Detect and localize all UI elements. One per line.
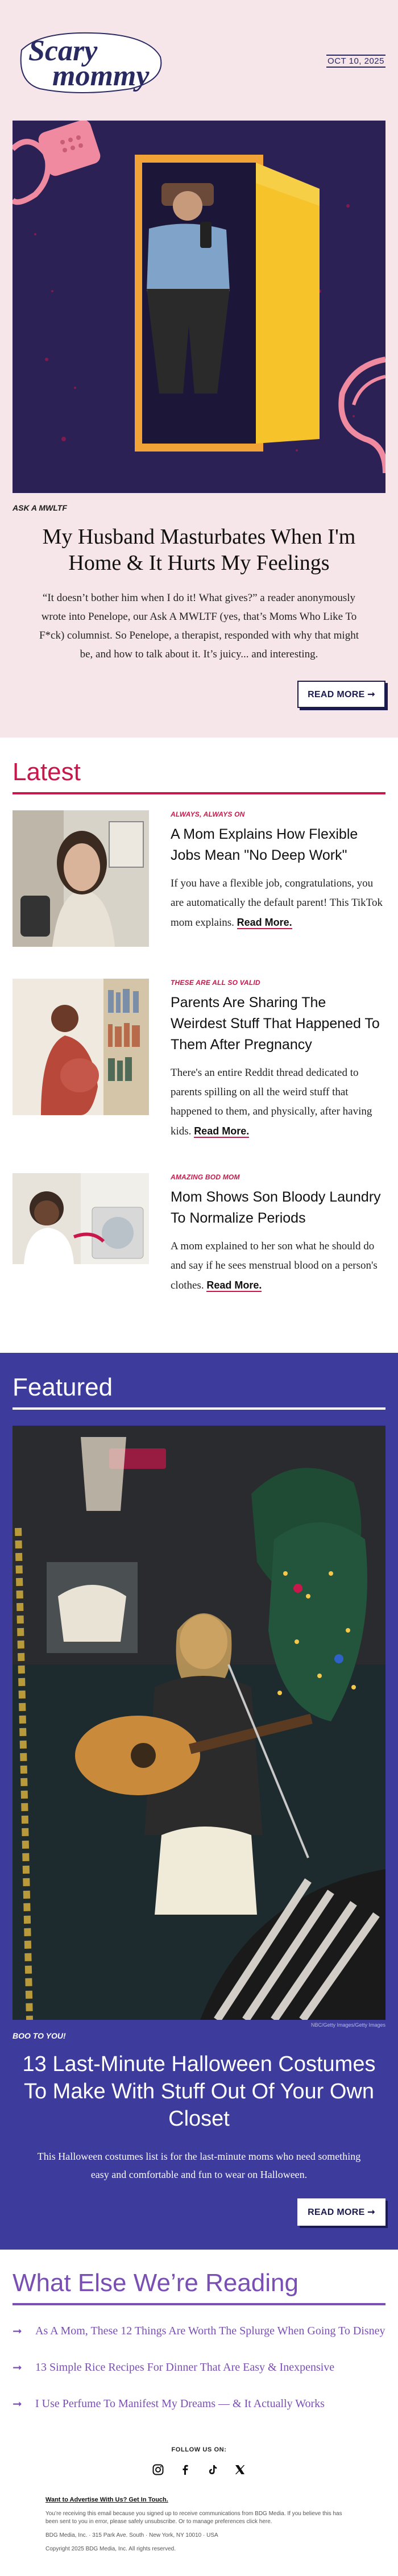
- issue-date: OCT 10, 2025: [326, 55, 385, 68]
- featured-image[interactable]: [13, 1426, 385, 2020]
- list-item[interactable]: [13, 1173, 385, 1310]
- article-dek: There's an entire Reddit thread dedicated to parents spilling on all the weird stuff that happened to them, and physically, after having kids.: [171, 1067, 372, 1137]
- arrow-right-icon: ➞: [13, 2397, 22, 2411]
- article-dek: A mom explained to her son what he should do and say if he sees menstrual blood on a person's clothes.: [171, 1240, 378, 1291]
- featured-heading: Featured: [13, 1373, 113, 1401]
- read-more-link[interactable]: Read More.: [194, 1125, 250, 1137]
- pregnant-woman-image: [13, 979, 149, 1115]
- email-notice: You’re receiving this email because you signed up to receive communications from BDG Media. If you believe this has been sent to you in error, please safely unsubscribe. Or to manage preferences click here.: [45, 2511, 342, 2525]
- hero-dek: “It doesn’t bother him when I do it! What gives?” a reader anonymously wrote into Penelope, our Ask A MWLTF (yes, that’s Moms Who Like To F*ck) columnist. So Penelope, a therapist, responded with why that might be, and how to talk about it. It’s juicy... and interesting.: [39, 592, 359, 660]
- reading-link[interactable]: As A Mom, These 12 Things Are Worth The Splurge When Going To Disney: [35, 2325, 385, 2337]
- article-dek: If you have a flexible job, congratulations, you are automatically the default parent! This TikTok mom explains.: [171, 877, 383, 929]
- article-kicker: THESE ARE ALL SO VALID: [171, 979, 260, 987]
- footer: [0, 2435, 398, 2576]
- featured-section: [0, 1353, 398, 2250]
- arrow-right-icon: ➞: [13, 2360, 22, 2374]
- featured-kicker: BOO TO YOU!: [13, 2031, 66, 2040]
- mom-laundry-image: [13, 1173, 149, 1264]
- hero-title[interactable]: My Husband Masturbates When I'm Home & It Hurts My Feelings: [42, 525, 356, 575]
- advertise-link[interactable]: Want to Advertise With Us? Get In Touch.: [45, 2496, 168, 2503]
- social-links: [45, 2463, 353, 2476]
- company-address: BDG Media, Inc. · 315 Park Ave. South · New York, NY 10010 · USA: [45, 2532, 218, 2538]
- latest-section: [0, 738, 398, 1327]
- featured-read-more-button[interactable]: READ MORE ➞: [297, 2198, 385, 2226]
- latest-heading: Latest: [13, 758, 81, 786]
- image-credit: NBC/Getty Images/Getty Images: [310, 2022, 385, 2028]
- hero-image[interactable]: [13, 121, 385, 493]
- list-item[interactable]: [13, 2395, 385, 2412]
- instagram-icon[interactable]: [152, 2463, 164, 2476]
- article-thumbnail[interactable]: [13, 979, 149, 1115]
- reading-heading: What Else We’re Reading: [13, 2269, 298, 2297]
- article-kicker: ALWAYS, ALWAYS ON: [171, 810, 245, 818]
- list-item[interactable]: [13, 810, 385, 947]
- hero-illustration: [13, 121, 385, 493]
- hero-section: [0, 0, 398, 738]
- follow-label: FOLLOW US ON:: [171, 2446, 227, 2453]
- hero-kicker: ASK A MWLTF: [13, 503, 67, 512]
- article-thumbnail[interactable]: [13, 810, 149, 947]
- article-kicker: AMAZING BOD MOM: [171, 1173, 240, 1181]
- article-title[interactable]: A Mom Explains How Flexible Jobs Mean "No Deep Work": [171, 826, 358, 863]
- featured-divider: [13, 1407, 385, 1410]
- facebook-icon[interactable]: [179, 2463, 192, 2476]
- list-item[interactable]: [13, 2359, 385, 2376]
- logo-text-top: Scary: [28, 35, 98, 67]
- featured-dek: This Halloween costumes list is for the last-minute moms who need something easy and comfortable and fun to wear on Halloween.: [37, 2151, 361, 2180]
- scary-mommy-logo[interactable]: [17, 27, 165, 96]
- arrow-right-icon: ➞: [13, 2324, 22, 2338]
- article-title[interactable]: Mom Shows Son Bloody Laundry To Normalize Periods: [171, 1189, 381, 1226]
- read-more-link[interactable]: Read More.: [206, 1279, 262, 1291]
- phoebe-guitar-illustration: [13, 1426, 385, 2020]
- article-thumbnail[interactable]: [13, 1173, 149, 1310]
- tiktok-icon[interactable]: [206, 2463, 219, 2476]
- reading-link[interactable]: 13 Simple Rice Recipes For Dinner That Are Easy & Inexpensive: [35, 2361, 335, 2374]
- x-icon[interactable]: [234, 2463, 246, 2476]
- article-title[interactable]: Parents Are Sharing The Weirdest Stuff That Happened To Them After Pregnancy: [171, 995, 380, 1053]
- header: [0, 0, 398, 121]
- copyright: Copyright 2025 BDG Media, Inc. All rights reserved.: [45, 2546, 176, 2552]
- reading-section: [0, 2250, 398, 2435]
- hero-read-more-button[interactable]: READ MORE ➞: [297, 681, 385, 708]
- featured-title[interactable]: 13 Last-Minute Halloween Costumes To Make With Stuff Out Of Your Own Closet: [22, 2052, 376, 2131]
- list-item[interactable]: [13, 979, 385, 1141]
- logo-text-bottom: mommy: [52, 60, 150, 92]
- list-item[interactable]: [13, 2322, 385, 2339]
- reading-link[interactable]: I Use Perfume To Manifest My Dreams — & It Actually Works: [35, 2397, 325, 2410]
- read-more-link[interactable]: Read More.: [237, 917, 292, 928]
- woman-tiktok-image: [13, 810, 149, 947]
